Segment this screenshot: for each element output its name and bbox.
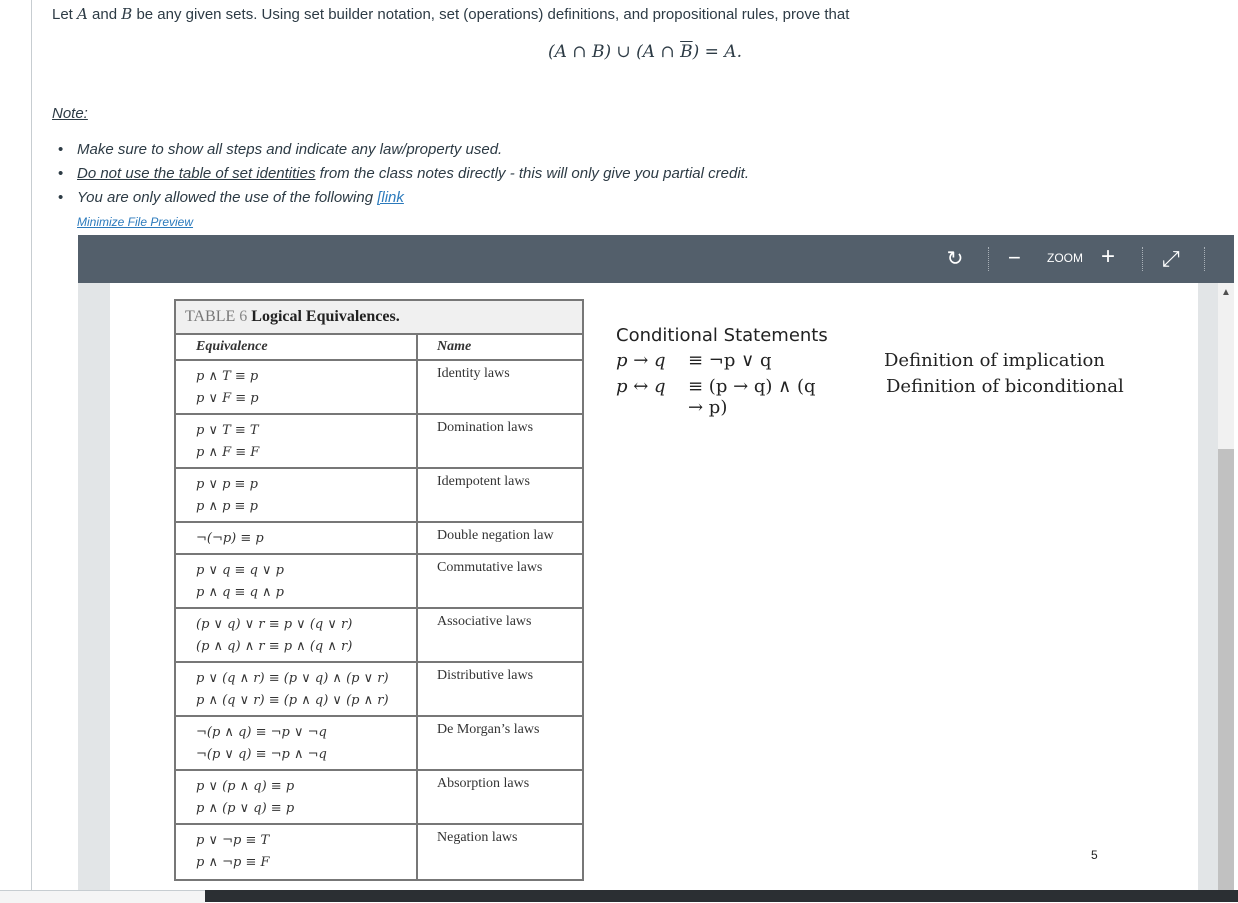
law-name-cell: Absorption laws xyxy=(437,776,530,791)
instruction-list xyxy=(58,140,749,212)
equivalence-cell: p ∧ F ≡ F xyxy=(196,445,260,460)
toolbar-divider xyxy=(1204,247,1205,271)
table-row xyxy=(176,825,582,879)
prompt-var-a: A xyxy=(77,5,88,23)
instruction-item xyxy=(58,164,749,188)
equivalence-cell: p ∧ ¬p ≡ F xyxy=(196,855,270,870)
equivalence-cell: p ∧ (q ∨ r) ≡ (p ∧ q) ∨ (p ∧ r) xyxy=(196,693,389,708)
instruction-item xyxy=(58,188,749,212)
equivalence-cell: ¬(¬p) ≡ p xyxy=(196,531,264,546)
conditional-rhs: ≡ ¬p ∨ q xyxy=(688,350,772,371)
conditional-row xyxy=(616,346,1105,372)
equivalence-cell: p ∧ p ≡ p xyxy=(196,499,258,514)
law-name-cell: Double negation law xyxy=(437,528,554,543)
fullscreen-icon[interactable]: ⤢ xyxy=(1162,246,1180,271)
rotate-icon[interactable]: ↻ xyxy=(946,248,964,270)
scrollbar-thumb[interactable] xyxy=(1218,449,1234,890)
equivalence-cell: ¬(p ∨ q) ≡ ¬p ∧ ¬q xyxy=(196,747,327,762)
law-name-cell: Associative laws xyxy=(437,614,532,629)
table-row xyxy=(176,663,582,717)
note-label: Note: xyxy=(52,105,88,122)
table-row xyxy=(176,469,582,523)
equivalence-cell: p ∨ T ≡ T xyxy=(196,423,259,438)
equation-left: (A ∩ B) ∪ (A ∩ xyxy=(548,42,681,62)
set-equation xyxy=(548,42,742,62)
equivalence-cell: ¬(p ∧ q) ≡ ¬p ∨ ¬q xyxy=(196,725,327,740)
table-header-row xyxy=(176,335,582,361)
assignment-prompt xyxy=(52,5,849,23)
law-name-cell: Distributive laws xyxy=(437,668,534,683)
equivalence-cell: p ∨ (p ∧ q) ≡ p xyxy=(196,779,295,794)
equation-b-complement: $\overline{B}$ xyxy=(680,42,693,62)
conditional-rhs: ≡ (p → q) ∧ (q → p) xyxy=(688,376,816,418)
caption-label: TABLE xyxy=(185,308,236,325)
law-name-cell: De Morgan’s laws xyxy=(437,722,540,737)
equivalence-cell: p ∨ ¬p ≡ T xyxy=(196,833,270,848)
zoom-label: ZOOM xyxy=(1047,251,1083,265)
equivalence-cell: p ∧ q ≡ q ∧ p xyxy=(196,585,285,600)
prompt-var-b: B xyxy=(121,5,133,23)
conditional-definition: Definition of implication xyxy=(884,350,1105,371)
bottom-taskbar xyxy=(205,890,1238,902)
page-number: 5 xyxy=(1091,848,1098,862)
conditional-row xyxy=(616,372,1124,418)
equivalence-cell: p ∨ F ≡ p xyxy=(196,391,259,406)
prompt-text-1: Let xyxy=(52,6,78,23)
document-page xyxy=(110,283,1198,890)
law-name-cell: Negation laws xyxy=(437,830,518,845)
prompt-text-2: and xyxy=(87,6,122,23)
law-name-cell: Idempotent laws xyxy=(437,474,530,489)
table-row xyxy=(176,523,582,555)
equivalence-cell: p ∨ (q ∧ r) ≡ (p ∨ q) ∧ (p ∨ r) xyxy=(196,671,389,686)
table-row xyxy=(176,415,582,469)
minimize-preview-link[interactable]: Minimize File Preview xyxy=(77,215,194,229)
equivalence-cell: (p ∨ q) ∨ r ≡ p ∨ (q ∨ r) xyxy=(196,617,353,632)
left-content-rule xyxy=(31,0,32,890)
equivalence-cell: p ∧ (p ∨ q) ≡ p xyxy=(196,801,295,816)
header-equivalence: Equivalence xyxy=(176,335,418,359)
instruction-text: Make sure to show all steps and indicate any law/property used. xyxy=(77,141,503,158)
conditional-lhs: p → q xyxy=(616,350,666,371)
table-row xyxy=(176,361,582,415)
toolbar-divider xyxy=(1142,247,1143,271)
bottom-left-strip xyxy=(0,890,205,903)
zoom-out-button[interactable]: − xyxy=(1008,245,1021,270)
file-preview xyxy=(78,235,1234,890)
equivalence-cell: (p ∧ q) ∧ r ≡ p ∧ (q ∧ r) xyxy=(196,639,353,654)
table-row xyxy=(176,555,582,609)
header-name: Name xyxy=(437,339,472,354)
conditional-definition: Definition of biconditional xyxy=(886,376,1124,397)
toolbar-divider xyxy=(988,247,989,271)
allowed-resources-link[interactable]: [link xyxy=(377,189,404,206)
instruction-text: You are only allowed the use of the following xyxy=(77,189,378,206)
caption-title: Logical Equivalences. xyxy=(251,308,400,325)
equation-right: ) = A. xyxy=(692,42,742,62)
instruction-text: from the class notes directly - this will only give you partial credit. xyxy=(315,165,749,182)
conditional-lhs: p ↔ q xyxy=(616,376,666,397)
law-name-cell: Identity laws xyxy=(437,366,510,381)
instruction-item xyxy=(58,140,749,164)
scroll-up-icon[interactable]: ▲ xyxy=(1221,287,1231,298)
law-name-cell: Commutative laws xyxy=(437,560,543,575)
law-name-cell: Domination laws xyxy=(437,420,534,435)
logical-equivalences-table xyxy=(174,299,584,881)
table-row xyxy=(176,609,582,663)
table-row xyxy=(176,771,582,825)
equivalence-cell: p ∨ q ≡ q ∨ p xyxy=(196,563,285,578)
equivalence-cell: p ∧ T ≡ p xyxy=(196,369,259,384)
caption-number: 6 xyxy=(239,308,248,325)
preview-toolbar xyxy=(78,235,1234,283)
prompt-text-3: be any given sets. Using set builder notation, set (operations) definitions, and propositional rules, prove that xyxy=(132,6,850,23)
conditional-title: Conditional Statements xyxy=(616,325,828,346)
zoom-in-button[interactable]: + xyxy=(1101,243,1116,270)
equivalence-cell: p ∨ p ≡ p xyxy=(196,477,258,492)
table-caption xyxy=(176,301,582,335)
table-row xyxy=(176,717,582,771)
conditional-statements xyxy=(616,325,1124,418)
instruction-emphasis: Do not use the table of set identities xyxy=(77,165,316,182)
